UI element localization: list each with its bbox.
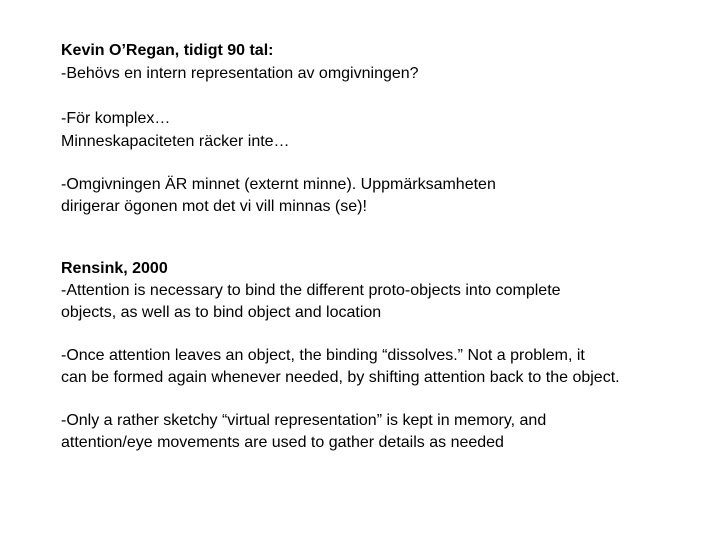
section2-line-5: -Only a rather sketchy “virtual representation” is kept in memory, and: [61, 412, 547, 429]
section2-line-3: -Once attention leaves an object, the binding “dissolves.” Not a problem, it: [61, 347, 585, 364]
section1-line-1: -Behövs en intern representation av omgivningen?: [61, 65, 419, 82]
section2-line-1: -Attention is necessary to bind the different proto-objects into complete: [61, 282, 561, 299]
section2-line-4: can be formed again whenever needed, by shifting attention back to the object.: [61, 369, 620, 386]
section2-line-6: attention/eye movements are used to gather details as needed: [61, 434, 504, 451]
section1-line-2: -För komplex…: [61, 110, 171, 127]
section1-line-5: dirigerar ögonen mot det vi vill minnas (se)!: [61, 198, 367, 215]
section2-line-2: objects, as well as to bind object and location: [61, 304, 382, 321]
section1-line-3: Minneskapaciteten räcker inte…: [61, 133, 290, 150]
section2-heading: Rensink, 2000: [61, 260, 168, 277]
section1-line-4: -Omgivningen ÄR minnet (externt minne). Uppmärksamheten: [61, 176, 496, 193]
section1-heading: Kevin O’Regan, tidigt 90 tal:: [61, 42, 274, 59]
